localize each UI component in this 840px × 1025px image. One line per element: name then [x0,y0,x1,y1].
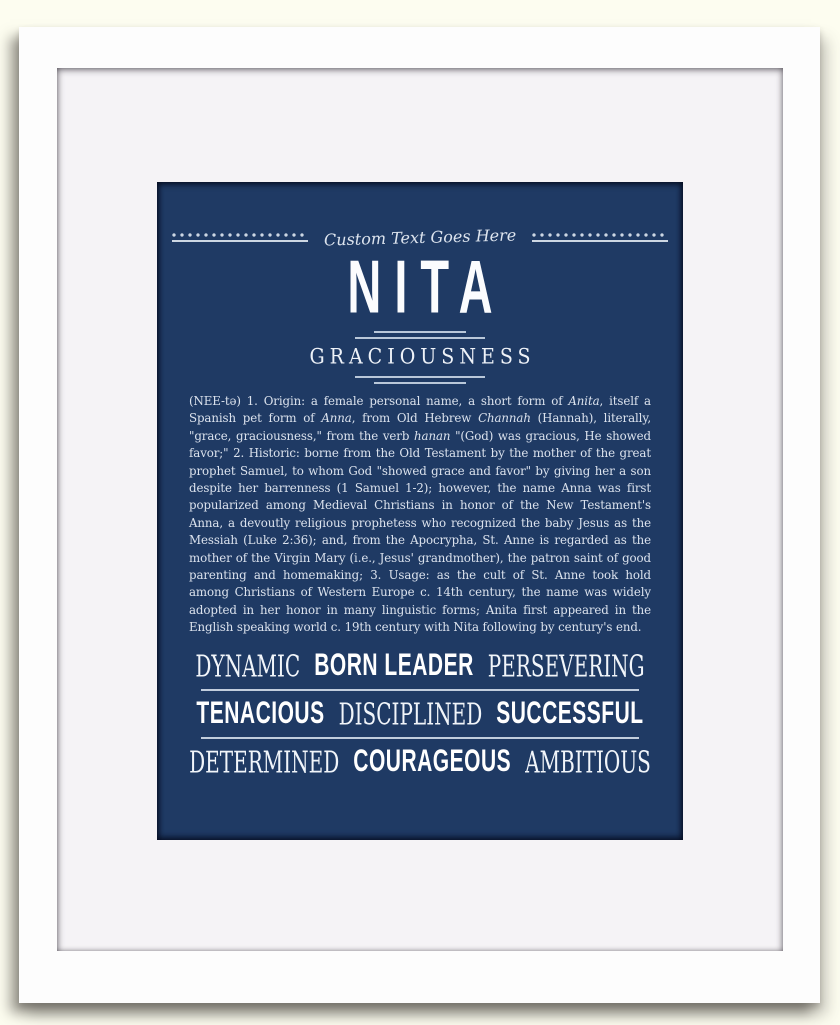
definition-italic-word: hanan [414,428,451,443]
definition-italic-word: Channah [478,411,531,426]
traits-row-2 [196,695,644,732]
name-title: NITA [347,243,506,329]
definition-text [189,393,651,637]
picture-frame [19,27,820,1003]
traits-row-1 [195,647,645,684]
definition-italic-word: Anna [321,411,352,426]
trait-word: PERSEVERING [487,647,645,684]
trait-word: DYNAMIC [195,647,301,684]
trait-word: AMBITIOUS [525,743,651,780]
traits-list [189,647,651,780]
definition-segment: , from Old Hebrew [351,411,479,426]
trait-word: TENACIOUS [196,695,325,731]
definition-italic-word: Anita [568,394,600,408]
trait-word: SUCCESSFUL [496,695,644,731]
trait-word: DISCIPLINED [338,695,483,732]
definition-segment: "(God) was gracious, He showed favor;" 2. Historic: borne from the Old Testament by the mother of the great prophet Samuel, to whom God "showed grace and favor" by giving her a son despite her barrenness (1 Samuel 1-2); however, the name Anna was first popularized among Medieval Christians in honor of the New Testament's Anna, a devoutly religious prophetess who recognized the baby Jesus as the Messiah (Luke 2:36); and, from the Apocrypha, St. Anne is regarded as the mother of the Virgin Mary (i.e., Jesus' grandmother), the patron saint of good parenting and homemaking; 3. Usage: as the cult of St. Anne took hold among Christians of Western Europe c. 14th century, the name was widely adopted in her honor in many linguistic forms; Anita first appeared in the English speaking world c. 19th century with Nita following by century's end. [189,428,651,635]
definition-segment: (Hannah), literally, "grace, graciousness," from the verb [189,411,651,443]
traits-row-3 [189,743,651,780]
traits-divider [201,737,639,739]
trait-word: COURAGEOUS [353,743,512,779]
name-art-print [157,182,683,840]
traits-divider [201,689,639,691]
trait-word: DETERMINED [189,743,340,780]
rule-long [355,376,485,378]
meaning-label: GRACIOUSNESS [309,344,536,370]
definition-segment: (NEE-tə) 1. Origin: a female personal name, a short form of [189,394,569,408]
trait-word: BORN LEADER [314,647,474,683]
double-rule-bottom [157,376,683,384]
rule-short [374,382,466,384]
custom-text-label: Custom Text Goes Here [323,225,517,250]
definition-segment: , itself a Spanish pet form of [189,394,651,426]
mat-board [57,68,783,951]
